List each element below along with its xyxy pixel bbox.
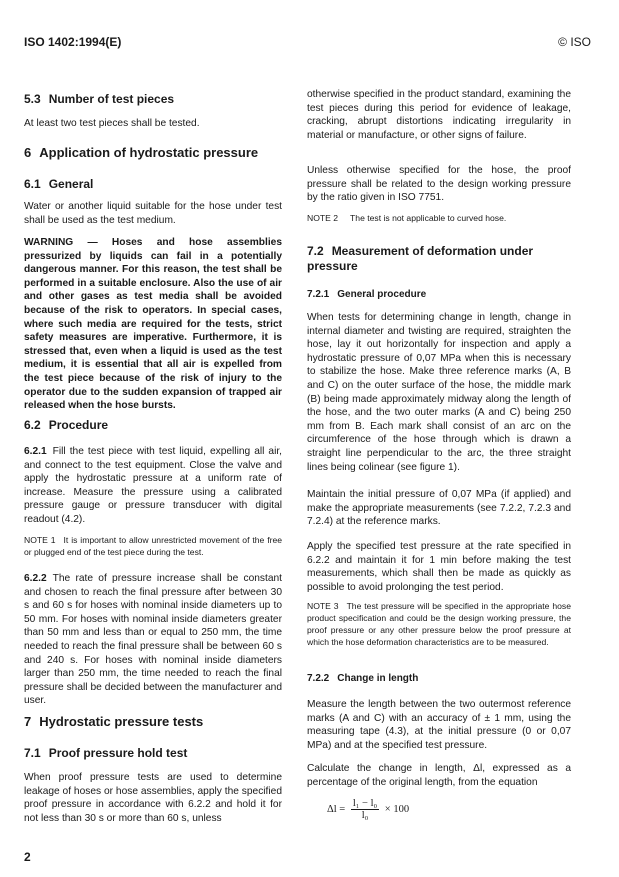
- paragraph-6-2-2: 6.2.2 The rate of pressure increase shall be constant and chosen to reach the final pressure after between 30 s and 60 s for hoses with nominal inside diameters up to 50 mm. For hoses with nominal inside diameters greater than 50 mm and less than or equal to 250 mm, the time needed to reach the final pressure shall be between 60 s and 240 s. For hoses with nominal inside diameters larger than 250 mm, the time needed to reach the final pressure shall be decided between the manufacturer and user.: [24, 573, 282, 707]
- heading-7-2: 7.2 Measurement of deformation under pressure: [307, 244, 534, 273]
- note-3: NOTE 3 The test pressure will be specified in the appropriate hose product specification and could be the design working pressure, the proof pressure or any other pressure below the proof pressure at which the hose deformation characteristics are to be measured.: [307, 601, 571, 647]
- paragraph-7-1-continued: otherwise specified in the product standard, examining the test pieces during this period for evidence of leakage, cracking, abrupt distortions indicating irregularity in material or manufacture, or other signs of failure.: [307, 89, 571, 141]
- paragraph-proof-pressure: Unless otherwise specified for the hose, the proof pressure shall be related to the design working pressure by the ratio given in ISO 7751.: [307, 165, 571, 204]
- page-number: 2: [24, 850, 31, 864]
- note-2: NOTE 2 The test is not applicable to curved hose.: [307, 213, 507, 223]
- paragraph-6-2-1: 6.2.1 Fill the test piece with test liquid, expelling all air, and connect to the test equipment. Close the valve and apply the hydrostatic pressure at a uniform rate of increase. Measure the pressure using a calibrated pressure gauge or pressure transducer with digital readout (4.2).: [24, 446, 282, 525]
- heading-7: 7 Hydrostatic pressure tests: [24, 714, 204, 729]
- standard-id: ISO 1402:1994(E): [24, 35, 122, 49]
- paragraph-7-1: When proof pressure tests are used to determine leakage of hoses or hose assemblies, apply the specified proof pressure in accordance with 6.2.2 and hold it for not less than 30 s or more than 60 s, unless: [24, 772, 282, 824]
- paragraph-6-1: Water or another liquid suitable for the hose under test shall be used as the test medium.: [24, 201, 282, 226]
- heading-6: 6 Application of hydrostatic pressure: [24, 145, 259, 160]
- paragraph-7-2-1-b: Maintain the initial pressure of 0,07 MPa (if applied) and make the appropriate measurements (see 7.2.2, 7.2.3 and 7.2.4) at the reference marks.: [307, 489, 571, 528]
- heading-7-2-2: 7.2.2 Change in length: [307, 673, 419, 684]
- length-change-equation: Δl = $\frac{\text{l₁ − l₀}}{\text{l₀}}$ × 100: [327, 798, 410, 821]
- heading-6-1: 6.1 General: [24, 177, 94, 191]
- heading-7-2-1: 7.2.1 General procedure: [307, 289, 427, 300]
- copyright-mark: © ISO: [558, 35, 591, 49]
- warning-paragraph: WARNING — Hoses and hose assemblies pressurized by liquids can fail in a potentially dangerous manner. For this reason, the test shall be performed in a suitable enclosure. Also the use of air and other gases as test media shall be avoided because of the risk to operators. In special cases, where such media are required for the tests, strict safety measures are imperative. Furthermore, it is stressed that, even when a liquid is used as the test medium, it is essential that all air is expelled from the test piece because of the risk of injury to the operator due to the sudden expansion of trapped air released when the hose bursts.: [24, 237, 282, 412]
- paragraph-7-2-1-a: When tests for determining change in length, change in internal diameter and twisting are required, straighten the hose, lay it out horizontally for inspection and apply a hydrostatic pressure of 0,07 MPa when this is necessary to stabilize the hose. Make three reference marks (A, B and C) on the outer surface of the hose, the middle mark (B) being made approximately midway along the length of the hose, and the two outer marks (A and C) being 250 mm from B. Each mark shall consist of an arc on the circumference of the hose through which is drawn a straight line perpendicular to the arc, the three straight lines being colinear (see figure 1).: [307, 312, 571, 473]
- paragraph-5-3: At least two test pieces shall be tested.: [24, 118, 200, 129]
- equation-fraction: $\frac{\text{l₁ − l₀}}{\text{l₀}}$: [352, 798, 378, 821]
- heading-7-1: 7.1 Proof pressure hold test: [24, 746, 188, 760]
- heading-6-2: 6.2 Procedure: [24, 418, 109, 432]
- paragraph-7-2-2-b: Calculate the change in length, Δl, expressed as a percentage of the original length, from the equation: [307, 763, 571, 788]
- note-1: NOTE 1 It is important to allow unrestricted movement of the free or plugged end of the test piece during the test.: [24, 535, 283, 557]
- paragraph-7-2-1-c: Apply the specified test pressure at the rate specified in 6.2.2 and maintain it for 1 min before making the test measurements, which shall then be made as quickly as possible to avoid prolonging the test period.: [307, 541, 571, 593]
- heading-5-3: 5.3 Number of test pieces: [24, 92, 175, 106]
- paragraph-7-2-2-a: Measure the length between the two outermost reference marks (A and C) with an accuracy of ± 1 mm, using the measuring tape (4.3), at the initial pressure (0 or 0,07 MPa) and at the specified test pressure.: [307, 699, 571, 751]
